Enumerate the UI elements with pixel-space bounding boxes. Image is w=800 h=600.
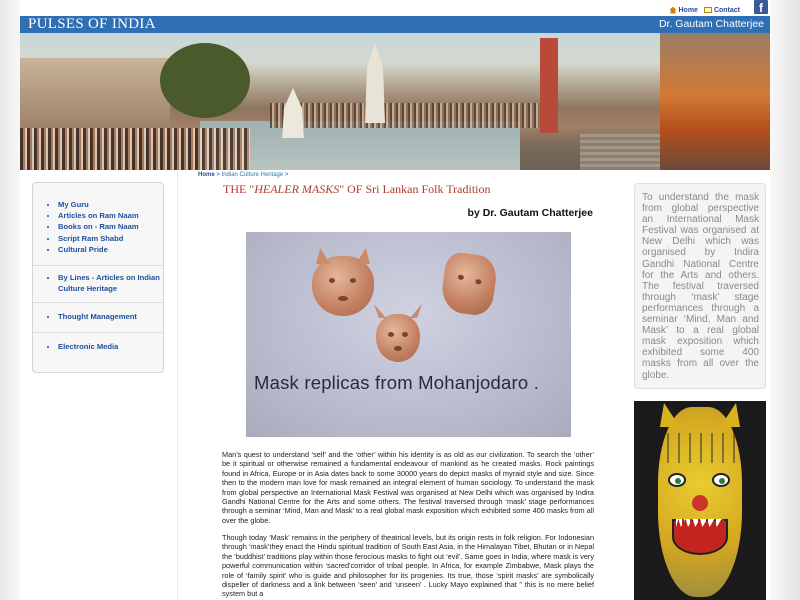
banner-image <box>20 33 770 170</box>
article-title-pre: THE " <box>223 182 255 196</box>
title-bar <box>20 16 770 33</box>
sidebar-item-script-ram-shabd[interactable]: • Script Ram Shabd <box>58 233 163 244</box>
mask-stripes <box>658 433 742 463</box>
banner-crowd-far <box>270 103 540 128</box>
mask-mouth <box>394 346 402 351</box>
mask-ear-left <box>660 403 680 427</box>
top-links <box>669 3 740 17</box>
sidebar-group-2 <box>33 266 163 303</box>
mask-ear-right <box>720 403 740 427</box>
article-title <box>223 182 490 197</box>
sidebar-nav <box>32 182 164 373</box>
banner-buildings <box>20 58 170 128</box>
sidebar-item-cultural-pride[interactable]: • Cultural Pride <box>58 244 163 255</box>
sidebar-item-electronic-media[interactable]: • Electronic Media <box>58 341 163 352</box>
sidebar-group-1 <box>33 183 163 266</box>
home-link-label: Home <box>678 6 698 14</box>
article-title-post: " OF Sri Lankan Folk Tradition <box>339 182 491 196</box>
banner-sadhus <box>660 33 770 170</box>
sidebar-item-my-guru[interactable]: • My Guru <box>58 199 163 210</box>
home-link[interactable] <box>669 7 697 14</box>
mask-replica-small <box>376 314 420 362</box>
breadcrumb-home[interactable]: Home <box>198 172 215 178</box>
breadcrumb <box>198 172 288 178</box>
sidebar-item-thought-management[interactable]: • Thought Management <box>58 311 163 322</box>
main-content <box>177 170 628 600</box>
article-title-emphasis: HEALER MASKS <box>254 182 340 196</box>
banner-crowd <box>20 128 250 170</box>
sidebar-item-books-ram-naam[interactable]: • Books on - Ram Naam <box>58 221 163 232</box>
page-shadow-right <box>770 0 800 600</box>
mask-eye <box>350 278 356 283</box>
mask-eye-right <box>712 473 730 487</box>
article-photo <box>246 232 571 437</box>
right-mask-image <box>634 401 766 600</box>
mask-eye-left <box>668 473 686 487</box>
sidebar-item-articles-ram-naam[interactable]: • Articles on Ram Naam <box>58 210 163 221</box>
mask-eye <box>388 332 394 337</box>
sidebar-item-by-lines[interactable]: • By Lines - Articles on Indian Culture Heritage <box>58 272 163 294</box>
article-paragraph-2: Though today ‘Mask’ remains in the periphery of theatrical levels, but its origin rests in folk religion. For Indonesian through ‘mask’they enact the Hindu spiritual tradition of South East Asia, in the Himalayan Tibet, Bhutan or in Nepal the ‘buddhist’ traditions play within those ferocious masks to fight out ‘evil’. Same goes in India, where mask is very powerful communication within ‘sacred’corridor of tribal people. In Africa, for example Zimbabwe, Mask plays the role of ‘family spirit’ who is guide and philosopher for its progenies. Its true, those ‘spirit masks’ are symbolically dispeller of darkness and a link between ‘seen’ and ‘unseen’ . Lucky Mayo explained that " this is no mere belief system but a <box>222 533 594 599</box>
facebook-icon[interactable]: f <box>754 0 768 14</box>
sidebar-group-4 <box>33 333 163 361</box>
mask-mouth <box>338 296 348 301</box>
page-wrapper <box>20 0 770 600</box>
mask-eye <box>475 279 482 285</box>
page-shadow-left <box>0 0 20 600</box>
mail-icon <box>704 7 712 13</box>
breadcrumb-section[interactable]: Indian Culture Heritage <box>221 172 284 178</box>
right-summary-box: To understand the mask from global perspective an International Mask Festival was organised at New Delhi which was organised by Indira Gandhi National Centre for the Arts and others. The festival traversed through ‘mask’ stage performances through a seminar ‘Mind, Man and Mask’ to a real global mask exposition which exhibited some 400 masks from all over the globe. <box>634 183 766 389</box>
banner-tree <box>160 43 250 118</box>
breadcrumb-separator: > <box>216 172 220 178</box>
mask-replica-horned <box>312 256 374 316</box>
site-title: PULSES OF INDIA <box>28 16 156 32</box>
article-paragraph-1: Man’s quest to understand ‘self’ and the ‘other’ within his identity is as old as our civilization. To search the ‘other’ be it spiritual or otherwise remained a fundamental endeavour of mankind as he created masks. Rock paintings found in Africa, Europe or in Asia dates back to some 30000 years do depict masks of myraid style and size. Since then to the modern man love for mask remained an integral element of human sociology. To understand the mask from global perspective an International Mask Festival was organised at New Delhi which was organised by Indira Gandhi National Centre for the Arts and some others. The festival traversed through ‘mask’ stage performances through a seminar ‘Mind, Man and Mask’ to a real global mask exposition which exhibited some 400 masks from all over the globe. <box>222 450 594 525</box>
breadcrumb-trail-end: > <box>284 172 289 178</box>
photo-caption: Mask replicas from Mohanjodaro . <box>254 372 540 393</box>
sidebar-group-3 <box>33 303 163 332</box>
mask-replica-round <box>439 251 499 318</box>
contact-link[interactable] <box>704 7 740 14</box>
banner-clock-tower <box>540 38 558 133</box>
mask-eye <box>402 332 408 337</box>
home-icon <box>669 7 676 14</box>
mask-nose <box>692 495 708 511</box>
header-author: Dr. Gautam Chatterjee <box>658 18 764 30</box>
mask-eye <box>329 278 335 283</box>
mask-eye <box>458 274 465 280</box>
article-byline: by Dr. Gautam Chatterjee <box>467 207 593 219</box>
tiger-mask <box>658 407 742 597</box>
contact-link-label: Contact <box>713 6 740 14</box>
